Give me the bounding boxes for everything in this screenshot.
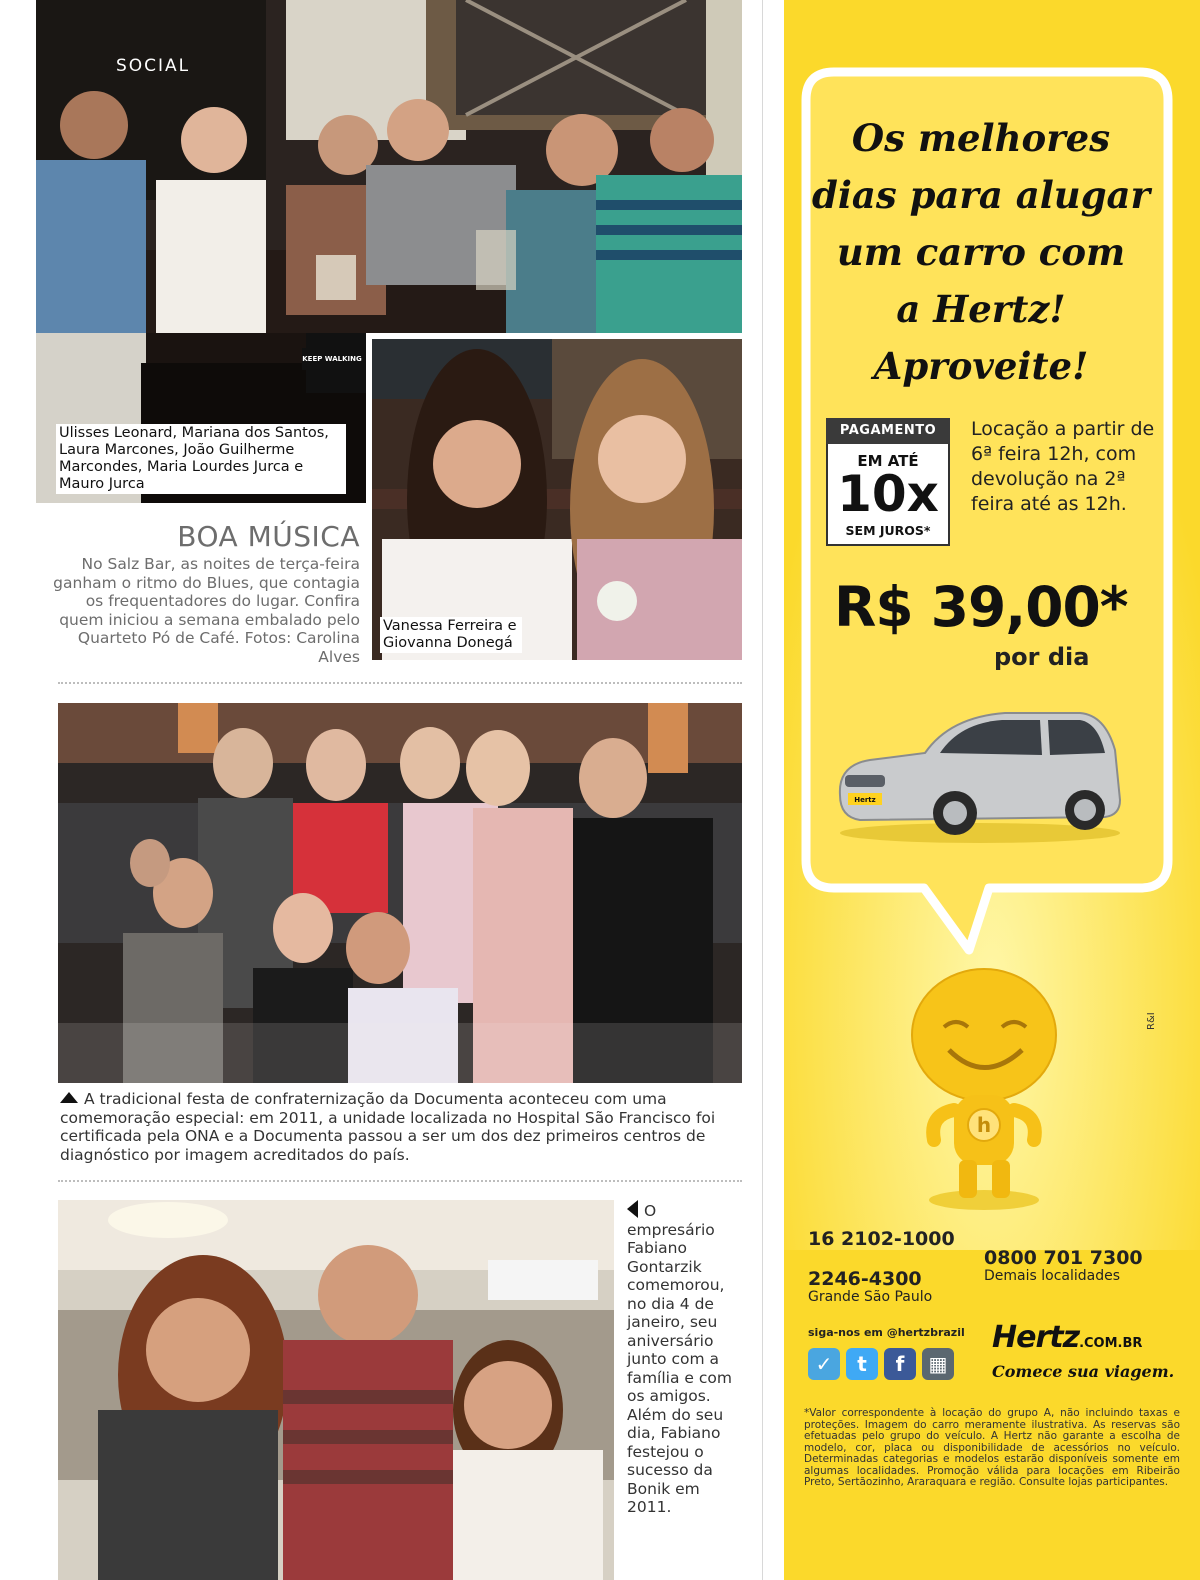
foursquare-icon[interactable]: ✓ (808, 1348, 840, 1380)
hertz-tagline: Comece sua viagem. (992, 1362, 1175, 1381)
hertz-brand: Hertz (992, 1320, 1080, 1355)
mascot-letter: h (976, 1113, 992, 1137)
ad-headline-line: Aproveite! (873, 344, 1089, 388)
price-unit: por dia (994, 643, 1090, 671)
phone-0800-area: Demais localidades (984, 1268, 1121, 1284)
facebook-icon[interactable]: f (884, 1348, 916, 1380)
photo2-caption: Vanessa Ferreira e Giovanna Donegá (380, 617, 522, 653)
calculator-icon[interactable]: ▦ (922, 1348, 954, 1380)
phone-0800: 0800 701 7300 (984, 1247, 1143, 1269)
ad-headline-line: a Hertz! (896, 287, 1066, 331)
photo-fabiano-birthday (58, 1200, 614, 1580)
agency-credit: R&I (1146, 1012, 1157, 1030)
keep-walking-sign: KEEP WALKING (302, 348, 362, 370)
photo1-caption: Ulisses Leonard, Mariana dos Santos, Laura Marcones, João Guilherme Marcondes, Maria Lourdes Jurca e Mauro Jurca (56, 424, 346, 494)
payment-line3: SEM JUROS* (845, 523, 931, 538)
photo-documenta-party (58, 703, 742, 1083)
ad-headline-line: Os melhores (851, 116, 1111, 160)
story-intro (50, 555, 360, 666)
photo4-caption (627, 1200, 739, 1517)
ad-headline (808, 110, 1154, 395)
photo3-caption-text: A tradicional festa de confraternização da Documenta aconteceu com uma comemoração especial: em 2011, a unidade localizada no Hospital São Francisco foi certificada pela ONA e a Documenta passou a ser um dos dez primeiros centros de diagnóstico por imagem acreditados do país. (60, 1090, 716, 1164)
payment-badge (826, 418, 950, 546)
pointer-up-icon (60, 1092, 78, 1103)
social-follow-label: siga-nos em @hertzbrazil (808, 1326, 965, 1339)
photo3-caption (60, 1090, 740, 1164)
story-intro-text: No Salz Bar, as noites de terça-feira ganham o ritmo do Blues, que contagia os frequentadores do lugar. Confira quem iniciou a semana embalado pelo Quarteto Pó de Café. (53, 555, 360, 647)
pointer-left-icon (627, 1200, 638, 1218)
phone-sao-paulo-area: Grande São Paulo (808, 1289, 933, 1305)
phone-sao-paulo: 2246-4300 (808, 1268, 922, 1290)
payment-installments: 10x (837, 465, 939, 523)
ad-headline-line: dias para alugar (811, 173, 1151, 217)
photo4-caption-text: O empresário Fabiano Gontarzik comemorou, no dia 4 de janeiro, seu aniversário junto com a família e com os amigos. Além do seu dia, Fabiano festejou o sucesso da Bonik em 2011. (627, 1202, 732, 1516)
photo-two-women (372, 339, 742, 660)
hertz-ad (784, 0, 1200, 1580)
divider-2 (58, 1180, 742, 1182)
fine-print: *Valor correspondente à locação do grupo A, não incluindo taxas e proteções. Imagem do carro meramente ilustrativa. As reservas são efetuadas pelo grupo do veículo. A Hertz não garante a escolha de modelo, cor, placa ou disponibilidade de acessórios no veículo. Determinadas categorias e modelos estarão disponíveis somente em algumas localidades. Promoção válida para locações em Ribeirão Preto, Sertãozinho, Araraquara e região. Consulte lojas participantes. (804, 1407, 1180, 1488)
photo-bar-group (36, 0, 742, 333)
photo-credit: Fotos: Carolina Alves (244, 629, 360, 666)
mascot-illustration (904, 965, 1064, 1215)
twitter-icon[interactable]: t (846, 1348, 878, 1380)
payment-label: PAGAMENTO (826, 418, 950, 444)
hertz-domain: .COM.BR (1079, 1336, 1143, 1351)
phone-ribeirao: 16 2102-1000 (808, 1228, 955, 1250)
divider-1 (58, 682, 742, 684)
car-plate-text: Hertz (854, 796, 876, 804)
car-illustration (830, 705, 1126, 845)
payment-line1: EM ATÉ (857, 452, 919, 470)
ad-headline-line: um carro com (836, 230, 1126, 274)
story-headline: BOA MÚSICA (177, 520, 360, 553)
section-label: SOCIAL (116, 56, 191, 76)
price: R$ 39,00* (834, 575, 1128, 639)
rental-terms: Locação a partir de 6ª feira 12h, com devolução na 2ª feira até as 12h. (971, 418, 1155, 515)
hertz-logo (992, 1320, 1142, 1355)
page-gutter (762, 0, 763, 1580)
